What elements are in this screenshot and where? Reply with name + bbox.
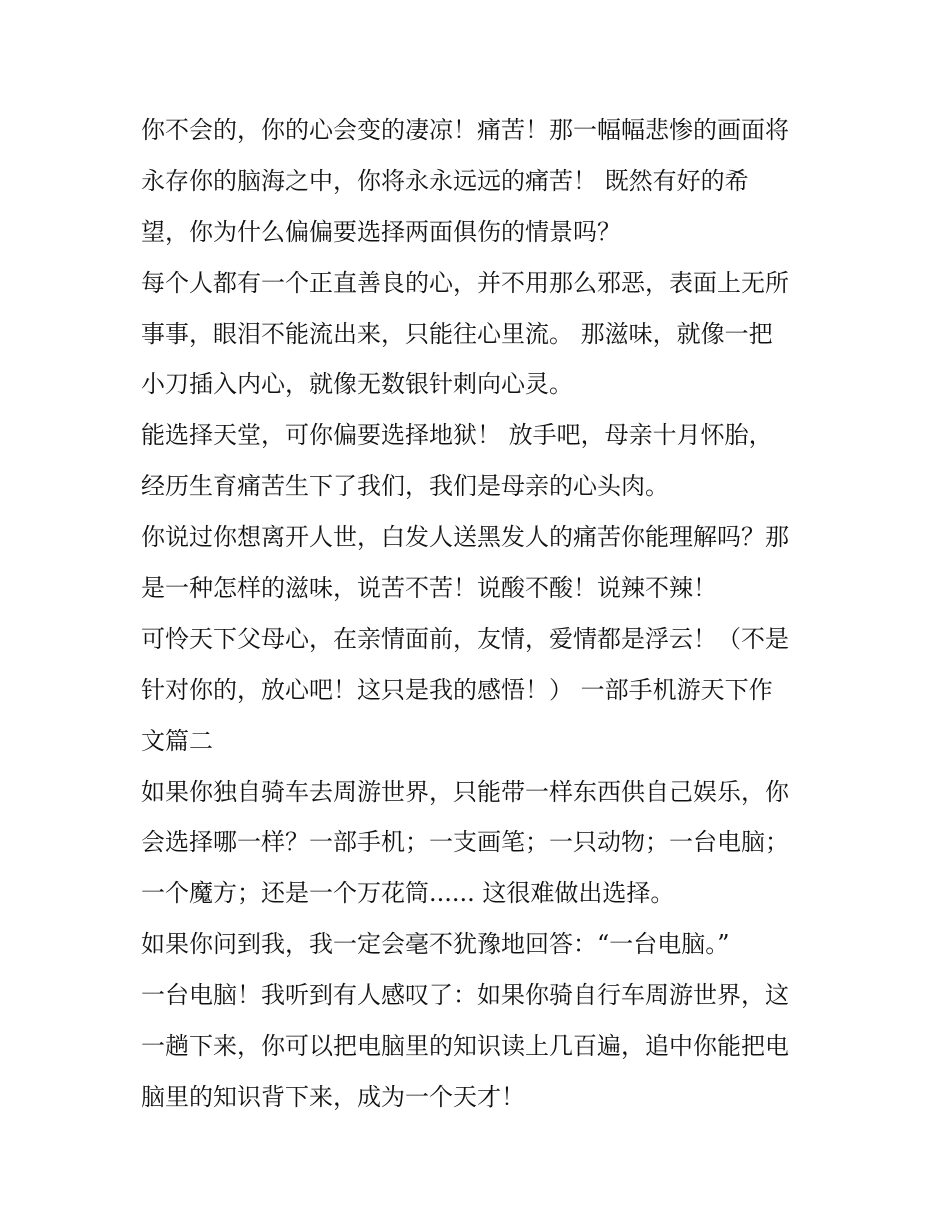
text-line: 可怜天下父母心，在亲情面前，友情，爱情都是浮云！（不是 xyxy=(141,624,789,653)
text-line: 经历生育痛苦生下了我们，我们是母亲的心头肉。 xyxy=(141,472,669,501)
text-line: 如果你问到我，我一定会毫不犹豫地回答：“一台电脑。” xyxy=(141,930,730,959)
text-line: 事事，眼泪不能流出来，只能往心里流。 那滋味，就像一把 xyxy=(141,319,773,348)
text-line: 一趟下来，你可以把电脑里的知识读上几百遍，追中你能把电 xyxy=(141,1032,789,1061)
text-line: 望，你为什么偏偏要选择两面俱伤的情景吗？ xyxy=(141,217,621,246)
text-line: 会选择哪一样？一部手机；一支画笔；一只动物；一台电脑； xyxy=(141,828,789,857)
text-line: 能选择天堂，可你偏要选择地狱！ 放手吧，母亲十月怀胎， xyxy=(141,421,773,450)
text-line: 如果你独自骑车去周游世界，只能带一样东西供自己娱乐，你 xyxy=(141,777,789,806)
text-line: 文篇二 xyxy=(141,726,213,755)
text-line: 你不会的，你的心会变的凄凉！痛苦！那一幅幅悲惨的画面将 xyxy=(141,116,789,144)
text-line: 永存你的脑海之中，你将永永远远的痛苦！ 既然有好的希 xyxy=(141,166,749,195)
text-line: 每个人都有一个正直善良的心，并不用那么邪恶，表面上无所 xyxy=(141,268,789,297)
text-line: 是一种怎样的滋味，说苦不苦！说酸不酸！说辣不辣！ xyxy=(141,574,717,603)
text-line: 一个魔方；还是一个万花筒...... 这很难做出选择。 xyxy=(141,879,675,908)
text-line: 一台电脑！我听到有人感叹了：如果你骑自行车周游世界，这 xyxy=(141,981,789,1010)
text-line: 脑里的知识背下来，成为一个天才！ xyxy=(141,1082,525,1111)
text-line: 小刀插入内心，就像无数银针刺向心灵。 xyxy=(141,370,573,399)
body-text xyxy=(141,105,821,1123)
text-line: 针对你的，放心吧！这只是我的感悟！） 一部手机游天下作 xyxy=(141,675,773,704)
text-line: 你说过你想离开人世，白发人送黑发人的痛苦你能理解吗？那 xyxy=(141,523,789,552)
